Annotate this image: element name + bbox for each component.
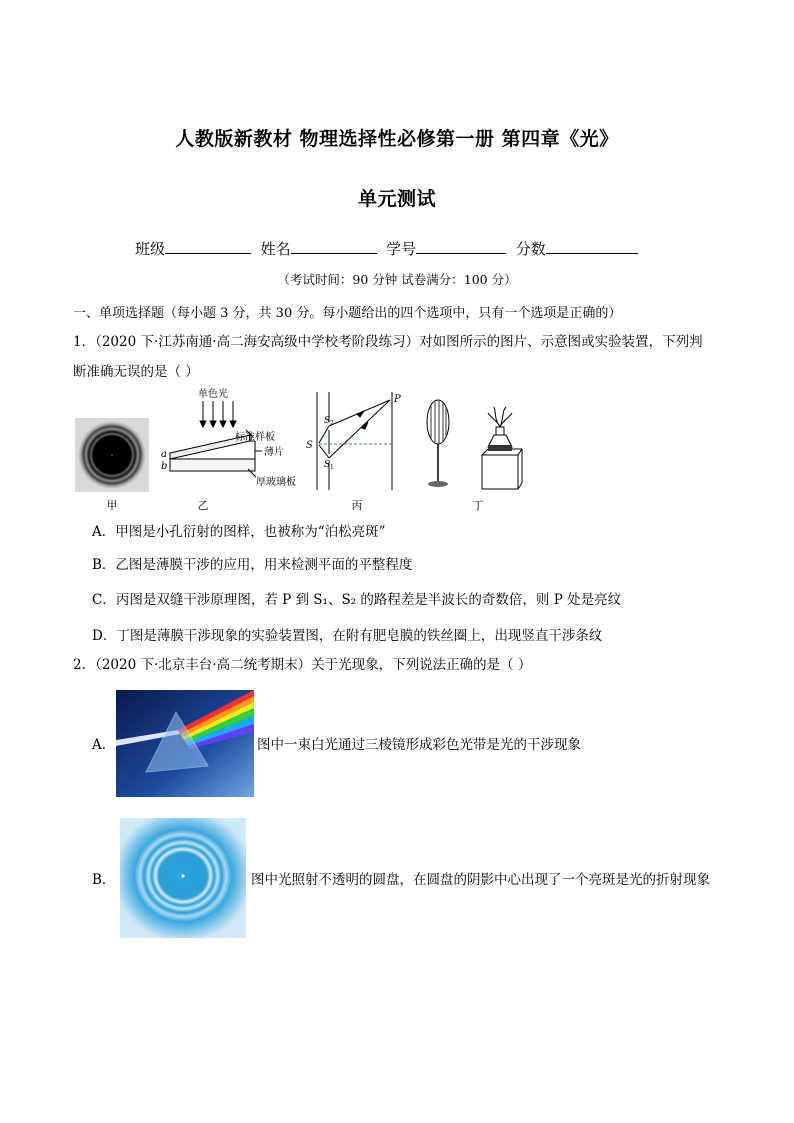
thin-sheet-label: 薄片 [264, 447, 284, 458]
id-label: 学号 [386, 240, 417, 258]
figure-jia [75, 418, 149, 492]
q2-option-b-letter[interactable]: B． [92, 872, 116, 888]
doc-subtitle: 单元测试 [357, 188, 436, 210]
q2-option-a-letter[interactable]: A． [92, 737, 116, 753]
poisson-spot-image [120, 818, 246, 938]
label-s1: S [324, 460, 331, 470]
score-blank[interactable] [546, 239, 638, 254]
caption-yi: 乙 [197, 499, 209, 512]
label-s: S [306, 440, 313, 451]
id-blank[interactable] [416, 239, 506, 254]
thin-film-diagram [158, 385, 298, 495]
label-s1-sub: 1 [330, 464, 334, 471]
student-info-line [135, 238, 638, 259]
figure-yi [158, 385, 298, 495]
alcohol-lamp-image [474, 405, 526, 495]
figure-bing [302, 390, 412, 495]
q1-stem-line1: 1．（2020 下·江苏南通·高二海安高级中学校考阶段练习）对如图所示的图片、示意图或实验装置，下列判 [73, 334, 703, 350]
mono-light-label: 单色光 [198, 389, 228, 400]
name-label: 姓名 [260, 240, 291, 258]
name-blank[interactable] [291, 239, 377, 254]
q2-option-b-text[interactable]: 图中光照射不透明的圆盘，在圆盘的阴影中心出现了一个亮斑是光的折射现象 [251, 872, 710, 888]
std-plate-label: 标准样板 [235, 432, 275, 443]
section-heading: 一、单项选择题（每小题 3 分，共 30 分。每小题给出的四个选项中，只有一个选项是正确的） [73, 306, 622, 321]
q2-option-a-text[interactable]: 图中一束白光通过三棱镜形成彩色光带是光的干涉现象 [257, 737, 581, 753]
q1-option-d[interactable]: D．丁图是薄膜干涉现象的实验装置图，在附有肥皂膜的铁丝圈上，出现竖直干涉条纹 [92, 628, 603, 644]
score-label: 分数 [515, 240, 546, 258]
exam-note: （考试时间：90 分钟 试卷满分：100 分） [277, 272, 517, 287]
caption-jia: 甲 [106, 499, 118, 512]
class-blank[interactable] [165, 239, 251, 254]
label-p: P [394, 394, 401, 405]
double-slit-diagram [302, 390, 412, 495]
thick-glass-label: 厚玻璃板 [256, 477, 296, 488]
q1-option-b[interactable]: B．乙图是薄膜干涉的应用，用来检测平面的平整程度 [92, 557, 413, 573]
label-b: b [161, 461, 168, 472]
prism-image [116, 690, 254, 797]
figure-ding-lamp [474, 405, 526, 495]
label-s2-sub: 2 [330, 420, 334, 427]
airy-pattern-image [75, 418, 149, 492]
caption-bing: 丙 [351, 499, 363, 512]
doc-title: 人教版新教材 物理选择性必修第一册 第四章《光》 [175, 128, 619, 150]
soap-film-ring-image [420, 398, 456, 490]
prism-dispersion-image [116, 690, 254, 797]
q1-option-c[interactable]: C．丙图是双缝干涉原理图，若 P 到 S₁、S₂ 的路程差是半波长的奇数倍，则 P 处是亮纹 [92, 592, 622, 608]
poisson-spot-diffraction-image [120, 818, 246, 938]
q1-option-a[interactable]: A．甲图是小孔衍射的图样，也被称为“泊松亮斑” [92, 524, 386, 540]
q2-stem: 2．（2020 下·北京丰台·高二统考期末）关于光现象，下列说法正确的是（ ） [73, 657, 532, 673]
label-s2: S [324, 416, 331, 426]
class-label: 班级 [135, 240, 166, 258]
figure-ding-ring [420, 398, 456, 490]
q1-stem-line2: 断准确无误的是（ ） [73, 364, 199, 380]
caption-ding: 丁 [472, 499, 484, 512]
label-a: a [161, 449, 167, 460]
